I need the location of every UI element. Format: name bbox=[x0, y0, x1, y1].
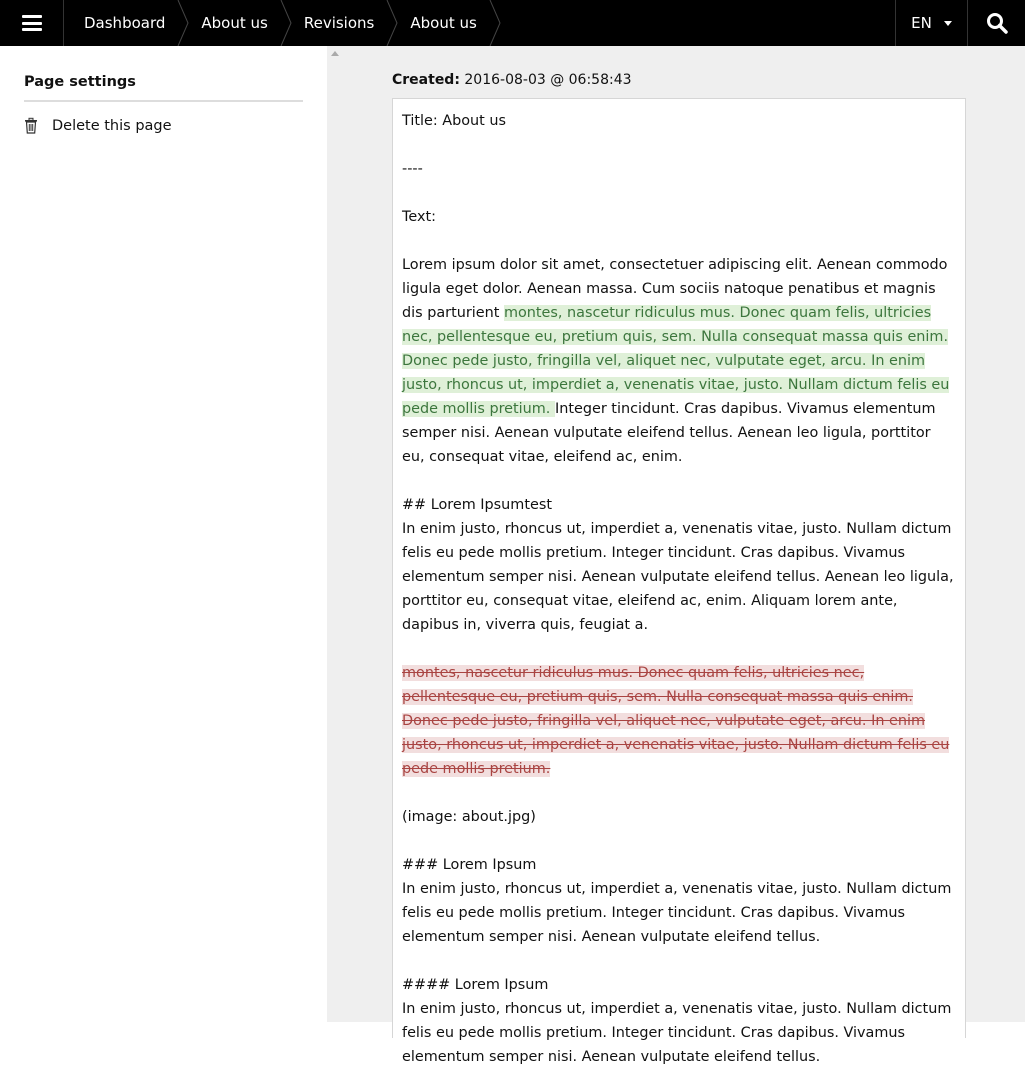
breadcrumb-label: About us bbox=[201, 14, 268, 32]
breadcrumb-item-current[interactable] bbox=[396, 0, 498, 46]
section-body: In enim justo, rhoncus ut, imperdiet a, venenatis vitae, justo. Nullam dictum felis eu pede mollis pretium. Integer tincidunt. Cras dapibus. Vivamus elementum semper nisi. Aenean vulputate eleifend tellus. bbox=[402, 1001, 952, 1065]
caret-down-icon bbox=[944, 21, 952, 26]
section-heading: ### Lorem Ipsum bbox=[402, 857, 537, 873]
deleted-text: montes, nascetur ridiculus mus. Donec quam felis, ultricies nec, pellentesque eu, pretium quis, sem. Nulla consequat massa quis enim. Donec pede justo, fringilla vel, aliquet nec, vulputate eget, arcu. In enim justo, rhoncus ut, imperdiet a, venenatis vitae, justo. Nullam dictum felis eu pede mollis pretium. bbox=[402, 665, 950, 777]
created-label: Created: bbox=[392, 72, 460, 88]
breadcrumb-item-revisions[interactable] bbox=[290, 0, 397, 46]
diff-paragraph bbox=[402, 253, 956, 469]
sidebar-title: Page settings bbox=[24, 74, 303, 102]
text-label: Text: bbox=[402, 209, 436, 225]
search-button[interactable] bbox=[968, 0, 1025, 46]
hamburger-icon bbox=[22, 15, 42, 31]
search-icon bbox=[986, 12, 1008, 34]
section-h3 bbox=[402, 853, 956, 949]
delete-page-button[interactable] bbox=[24, 118, 172, 134]
inserted-text: nascetur ridiculus mus. Donec quam felis, ultricies nec, pellentesque eu, pretium quis, sem. Nulla consequat massa quis enim. Donec pede justo, fringilla vel, aliquet nec, vulputate eget, arcu. In enim justo, rhoncus ut, imperdiet a, venenatis vitae, justo. Nullam dictum felis eu pede mollis pretium. bbox=[402, 305, 950, 417]
section-body: In enim justo, rhoncus ut, imperdiet a, venenatis vitae, justo. Nullam dictum felis eu pede mollis pretium. Integer tincidunt. Cras dapibus. Vivamus elementum semper nisi. Aenean vulputate eleifend tellus. Aenean leo ligula, porttitor eu, consequat vitae, eleifend ac, enim. Aliquam lorem ante, dapibus in, viverra quis, feugiat a. bbox=[402, 521, 954, 633]
breadcrumb-item-about-us[interactable] bbox=[187, 0, 289, 46]
section-heading: #### Lorem Ipsum bbox=[402, 977, 549, 993]
main-content[interactable] bbox=[327, 46, 1025, 1065]
section-body: In enim justo, rhoncus ut, imperdiet a, venenatis vitae, justo. Nullam dictum felis eu pede mollis pretium. Integer tincidunt. Cras dapibus. Vivamus elementum semper nisi. Aenean vulputate eleifend tellus. bbox=[402, 881, 952, 945]
delete-page-label: Delete this page bbox=[52, 118, 172, 134]
trash-icon bbox=[24, 118, 38, 134]
top-bar bbox=[0, 0, 1025, 46]
unchanged-text: Integer tincidunt. Cras dapibus. Vivamus elementum semper nisi. Aenean vulputate eleifend tellus. Aenean leo ligula, porttitor eu, consequat vitae, eleifend ac, enim. bbox=[402, 401, 936, 465]
sidebar bbox=[0, 46, 327, 1022]
breadcrumb-label: Dashboard bbox=[84, 14, 166, 32]
breadcrumb-label: Revisions bbox=[303, 14, 375, 32]
image-line: (image: about.jpg) bbox=[402, 809, 536, 825]
separator-line: ---- bbox=[402, 161, 423, 177]
deleted-paragraph bbox=[402, 661, 956, 781]
scroll-up-icon[interactable] bbox=[331, 51, 339, 56]
breadcrumb bbox=[64, 0, 499, 46]
section-heading: ## Lorem Ipsumtest bbox=[402, 497, 552, 513]
menu-button[interactable] bbox=[0, 0, 64, 46]
language-selector[interactable] bbox=[895, 0, 968, 46]
section-h4 bbox=[402, 973, 956, 1069]
language-label: EN bbox=[911, 14, 932, 32]
chevron-right-icon bbox=[489, 0, 501, 46]
breadcrumb-item-dashboard[interactable] bbox=[64, 0, 187, 46]
revision-diff bbox=[392, 98, 966, 1065]
title-line: Title: About us bbox=[402, 113, 507, 129]
section-h2 bbox=[402, 493, 956, 637]
inserted-text: montes, bbox=[503, 305, 568, 321]
unchanged-text: Lorem ipsum dolor sit amet, consectetuer adipiscing elit. Aenean commodo ligula eget dolor. Aenean massa. Cum sociis natoque penatibus et magnis dis parturient bbox=[402, 257, 948, 321]
created-info bbox=[392, 72, 632, 88]
created-timestamp: 2016-08-03 @ 06:58:43 bbox=[464, 72, 632, 88]
breadcrumb-label: About us bbox=[410, 14, 477, 32]
